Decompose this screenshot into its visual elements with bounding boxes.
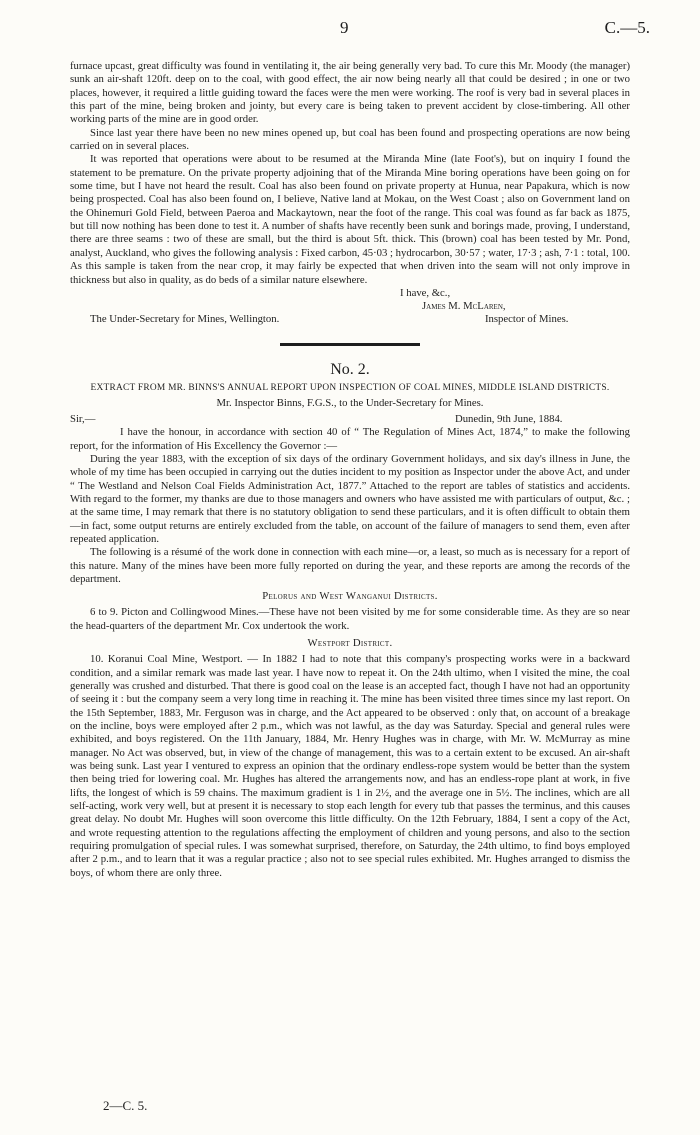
- sign-off: I have, &c.,: [400, 286, 451, 299]
- letter-closing: [70, 287, 630, 327]
- continuation-paragraph: furnace upcast, great difficulty was found in ventilating it, the air being generally very bad. To cure this Mr. Moody (the manager) sunk an air-shaft 120ft. deep on to the coal, with good effect, the air now being nearly all that could be desired ; in one or two places, however, it required a little guiding toward the faces were the men were working. The roof is very bad in several places in this part of the mine, being broken and jointy, but every care is being taken to prevent accident by close-timbering. All other working parts of the mine are in good order.: [70, 60, 630, 126]
- body-paragraph: It was reported that operations were about to be resumed at the Miranda Mine (late Foot's), but on inquiry I found the statement to be premature. On the private property adjoining that of the Miranda Mine boring operations have been going on for some time, but I have not heard the result. Coal has also been found on private property at Hunua, near Papakura, which is now being prospected. Coal has also been found on, I believe, Native land at Mokau, on the West Coast ; also on Government land on the Ohinemuri Gold Field, between Paeroa and Mackaytown, near the foot of the range. This coal was found as far back as 1875, but till now nothing has been done to test it. A number of shafts have recently been sunk and borings made, proving, I understand, there are three seams : two of these are small, but the third is about 5ft. thick. This (brown) coal has been tested by Mr. Pond, analyst, Auckland, who gives the following analysis : Fixed carbon, 45·03 ; hydrocarbon, 30·57 ; water, 17·3 ; ash, 7·1 : total, 100. As this sample is taken from the near crop, it may fairly be expected that when driven into the seam will not only improve in thickness but also in quality, as do beds of a similar nature elsewhere.: [70, 153, 630, 286]
- section-divider: [280, 343, 420, 346]
- signature-code: 2—C. 5.: [103, 1098, 148, 1113]
- body-paragraph: The following is a résumé of the work done in connection with each mine—or, a least, so much as is necessary for a report of this nature. Many of the mines have been more fully reported on during the year, and these reports are among the records of the department.: [70, 546, 630, 586]
- district-heading: Pelorus and West Wanganui Districts.: [262, 590, 438, 603]
- salutation-line: [70, 412, 630, 426]
- report-number: No. 2.: [330, 360, 370, 378]
- report-heading: EXTRACT FROM MR. BINNS'S ANNUAL REPORT UPON INSPECTION OF COAL MINES, MIDDLE ISLAND DISTRICTS.: [90, 382, 610, 393]
- district-heading: Westport District.: [307, 637, 393, 650]
- page-number: 9: [340, 18, 349, 37]
- signatory-title: Inspector of Mines.: [485, 312, 569, 325]
- body-paragraph: Since last year there have been no new mines opened up, but coal has been found and prospecting operations are now being carried on in several places.: [70, 126, 630, 153]
- mine-paragraph: 10. Koranui Coal Mine, Westport. — In 1882 I had to note that this company's prospecting works were in a backward condition, and a similar remark was made last year. I have now to repeat it. On the 24th ultimo, when I visited the mine, the coal generally was crushed and disturbed. That there is good coal on the lease is an accepted fact, though I have not had an opportunity of seeing it : but the company seem a very long time in reaching it. The mine has been visited three times since my last report. On the 15th September, 1883, Mr. Ferguson was in charge, and the Act appeared to be observed : only that, on account of a breakage on the incline, boys were employed after 2 p.m., which was not lawful, as the day was Saturday. Special and general rules were exhibited, and boys registered. On the 11th January, 1884, Mr. Henry Hughes was in charge, with Mr. W. McMurray as mine manager. No Act was observed, but, in view of the change of management, this was to a certain extent to be excused. An air-shaft was being sunk. Last year I ventured to express an opinion that the ordinary endless-rope system would be better than the system then being tried for lowering coal. Mr. Hughes has altered the arrangements now, and has an endless-rope plant at work, in five lifts, the longest of which is 59 chains. The maximum gradient is 1 in 2½, and the average one in 5½. The inclines, which are all self-acting, work very well, but at present it is necessary to stop each length for every tub that passes the terminus, and this causes great delay. No doubt Mr. Hughes will soon overcome this little difficulty. On the 12th February, 1884, I sent a copy of the Act, and wrote requesting attention to the regulations affecting the employment of children and young persons, and also to the section requiring promulgation of special rules. I was somewhat surprised, therefore, on Saturday, the 24th ultimo, to find boys employed after 2 p.m., and to learn that it was a regular practice ; also not to see special rules exhibited. Mr. Hughes arranged to dismiss the boys, of whom there are only three.: [70, 653, 630, 879]
- addressee: The Under-Secretary for Mines, Wellington.: [90, 312, 280, 325]
- place-date: Dunedin, 9th June, 1884.: [455, 413, 563, 426]
- document-reference: C.—5.: [604, 18, 650, 37]
- mine-paragraph: 6 to 9. Picton and Collingwood Mines.—These have not been visited by me for some considerable time. As they are so near the head-quarters of the department Mr. Cox undertook the work.: [70, 606, 630, 632]
- report-from-to: Mr. Inspector Binns, F.G.S., to the Under-Secretary for Mines.: [216, 397, 484, 410]
- body-paragraph: I have the honour, in accordance with section 40 of “ The Regulation of Mines Act, 1874,” to make the following report, for the information of His Excellency the Governor :—: [70, 426, 630, 452]
- page-body: [70, 60, 630, 880]
- salutation: Sir,—: [70, 413, 96, 426]
- page-header: [0, 18, 700, 42]
- signatory-name: James M. McLaren,: [422, 299, 506, 312]
- body-paragraph: During the year 1883, with the exception of six days of the ordinary Government holidays, and six day's illness in June, the whole of my time has been occupied in carrying out the duties incident to my position as Inspector under the above Act, and under “ The Westland and Nelson Coal Fields Administration Act, 1877.” Attached to the report are tables of statistics and accidents. With regard to the former, my thanks are due to those managers and owners who have assisted me with particulars of output, &c. ; at the same time, I may remark that there is no statutory obligation to send these particulars, and it is often difficult to obtain them—in fact, some output returns are entirely excluded from the table, on account of the failure of managers to send them, even after repeated application.: [70, 453, 630, 546]
